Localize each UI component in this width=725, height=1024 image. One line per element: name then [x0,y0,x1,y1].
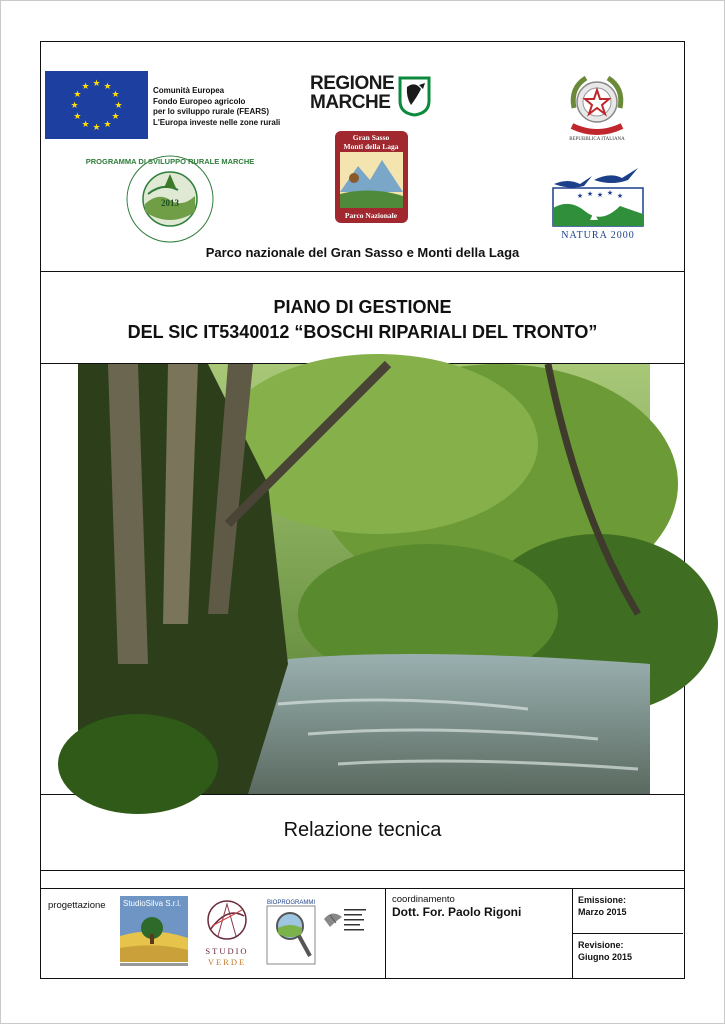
emblem-text: REPUBBLICA ITALIANA [569,137,625,142]
regione-line1: REGIONE [310,73,395,94]
regione-marche-logo [310,74,394,112]
parco-top-line1: Gran Sasso [352,133,390,142]
studio-verde-line1: STUDIO [205,946,249,956]
psr-text: PROGRAMMA DI SVILUPPO RURALE MARCHE [85,157,255,166]
repubblica-italiana-emblem-icon [564,68,630,144]
rule-emission-revision [572,933,683,934]
regione-marche-badge-icon [397,75,432,117]
rule-subtitle-bottom [40,870,685,871]
revision-value: Giugno 2015 [578,952,633,962]
svg-text:★: ★ [576,193,584,200]
bioprogrammi-logo [266,896,318,968]
eu-star-icon: ★ [111,90,120,100]
parco-bottom-line: Parco Nazionale [344,211,398,220]
studiosilva-name: StudioSilva S.r.l. [123,899,182,908]
eu-text-line: Fondo Europeo agricolo [153,96,246,106]
eu-flag-logo [45,71,148,139]
natura-2000-logo [550,164,646,242]
emission-value: Marzo 2015 [578,907,627,917]
svg-text:★: ★ [616,193,624,200]
eu-star-icon: ★ [92,79,101,89]
eu-text-line: per lo sviluppo rurale (FEARS) [153,107,270,116]
eu-star-icon: ★ [70,101,79,111]
river-forest-photo [78,364,650,794]
eu-star-icon: ★ [111,112,120,122]
parco-nazionale-logo [334,130,409,224]
eu-star-icon: ★ [114,101,123,111]
rule-footer-divider-1 [385,888,386,978]
title-line2: DEL SIC IT5340012 “BOSCHI RIPARIALI DEL TRONTO” [127,322,598,342]
park-name: Parco nazionale del Gran Sasso e Monti della Laga [205,245,520,260]
psr-years: 2013 [161,198,179,208]
svg-text:★: ★ [606,190,614,197]
regione-line2: MARCHE [310,92,391,113]
eu-star-icon: ★ [92,123,101,133]
eu-text-block [153,86,280,128]
bioprogrammi-name: BIOPROGRAMMI [267,900,316,906]
studi-europei-logo [322,905,372,937]
natura-text: NATURA 2000 [561,230,635,241]
parco-top-line2: Monti della Laga [343,142,399,151]
document-title [40,295,685,345]
title-line1: PIANO DI GESTIONE [273,297,452,317]
psr-marche-logo [85,152,255,246]
svg-text:★: ★ [586,191,594,198]
emission-label: Emissione: [578,895,627,905]
studiosilva-logo [120,896,188,968]
eu-star-icon: ★ [73,90,82,100]
eu-star-icon: ★ [103,81,112,92]
eu-star-icon: ★ [103,120,112,131]
eu-star-icon: ★ [73,112,82,122]
revision-label: Revisione: [578,940,624,950]
rule-header-bottom [40,271,685,272]
progettazione-label: progettazione [48,900,106,911]
eu-text-line: Comunità Europea [153,86,225,95]
rule-footer-top [40,888,685,889]
svg-text:★: ★ [596,192,604,199]
studio-verde-line2: VERDE [207,957,247,967]
eu-text-line: L'Europa investe nelle zone rurali [153,117,281,127]
coordinamento-label: coordinamento [392,894,455,905]
studio-verde-logo [196,896,258,968]
eu-star-icon: ★ [81,120,90,131]
document-subtitle: Relazione tecnica [283,819,442,841]
coordinator-name: Dott. For. Paolo Rigoni [392,905,522,919]
eu-star-icon: ★ [81,81,90,92]
